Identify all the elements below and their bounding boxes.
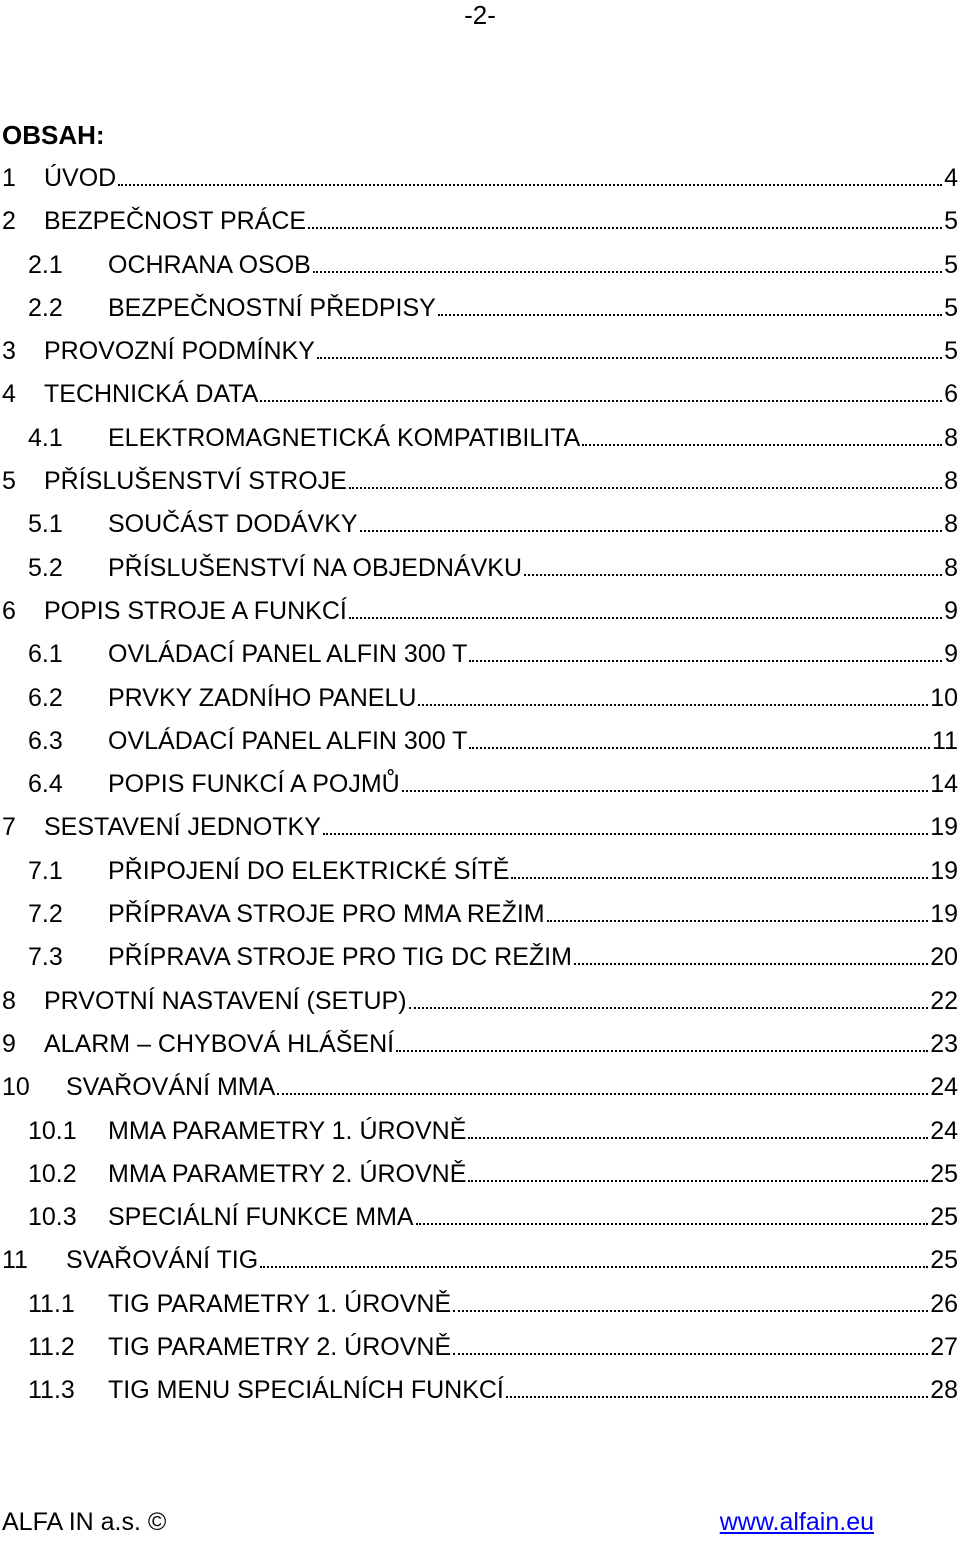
toc-entry-title: POPIS STROJE A FUNKCÍ [44, 596, 347, 625]
toc-dot-leader [349, 479, 942, 489]
toc-entry-page: 9 [944, 640, 958, 669]
toc-entry-title: PŘIPOJENÍ DO ELEKTRICKÉ SÍTĚ [108, 856, 510, 885]
toc-entry-title: SESTAVENÍ JEDNOTKY [44, 813, 321, 842]
toc-heading: OBSAH: [2, 120, 105, 150]
toc-entry-number: 10.3 [28, 1203, 77, 1232]
toc-entry-number: 1 [2, 164, 16, 192]
toc-dot-leader [547, 912, 929, 922]
toc-entry-title: MMA PARAMETRY 1. ÚROVNĚ [108, 1116, 467, 1145]
toc-entry-page: 8 [944, 510, 958, 539]
toc-dot-leader [260, 392, 942, 402]
toc-entry-page: 27 [930, 1333, 958, 1362]
toc-entry-title: TECHNICKÁ DATA [44, 380, 259, 409]
toc-entry[interactable] [2, 1153, 958, 1196]
toc-entry-number: 2.2 [28, 293, 63, 322]
toc-entry-title: SVAŘOVÁNÍ TIG [66, 1246, 259, 1275]
toc-entry-number: 11 [2, 1246, 28, 1275]
toc-entry-title: ÚVOD [44, 164, 117, 192]
toc-entry-title: PŘÍSLUŠENSTVÍ STROJE [44, 467, 347, 496]
toc-entry[interactable] [2, 1326, 958, 1369]
toc-entry-title: PŘÍPRAVA STROJE PRO TIG DC REŽIM [108, 943, 572, 972]
toc-entry-page: 26 [930, 1289, 958, 1318]
toc-entry-title: TIG PARAMETRY 2. ÚROVNĚ [108, 1333, 452, 1362]
toc-entry[interactable] [2, 1196, 958, 1239]
toc-entry[interactable] [2, 850, 958, 893]
toc-entry[interactable] [2, 1023, 958, 1066]
toc-entry-title: ELEKTROMAGNETICKÁ KOMPATIBILITA [108, 423, 581, 452]
toc-entry[interactable] [2, 590, 958, 633]
toc-entry[interactable] [2, 547, 958, 590]
toc-entry[interactable] [2, 1110, 958, 1153]
toc-entry[interactable] [2, 633, 958, 676]
toc-entry-title: SPECIÁLNÍ FUNKCE MMA [108, 1203, 414, 1232]
toc-entry-page: 19 [930, 856, 958, 885]
toc-dot-leader [416, 1215, 929, 1225]
toc-entry-number: 10.1 [28, 1116, 77, 1145]
toc-entry-page: 25 [930, 1203, 958, 1232]
toc-entry-page: 6 [944, 380, 958, 409]
toc-entry-number: 11.2 [28, 1333, 75, 1362]
toc-dot-leader [453, 1302, 928, 1312]
toc-entry-page: 8 [944, 467, 958, 496]
toc-entry-title: OVLÁDACÍ PANEL ALFIN 300 T [108, 640, 468, 669]
toc-dot-leader [396, 1042, 928, 1052]
toc-entry-page: 4 [944, 164, 958, 192]
toc-entry-title: SOUČÁST DODÁVKY [108, 510, 358, 539]
toc-entry[interactable] [2, 417, 958, 460]
toc-entry-page: 10 [930, 683, 958, 712]
toc-entry-title: PRVKY ZADNÍHO PANELU [108, 683, 417, 712]
toc-dot-leader [277, 1085, 928, 1095]
page-number: -2- [464, 0, 496, 30]
toc-entry-number: 10 [2, 1073, 30, 1102]
toc-entry-title: TIG PARAMETRY 1. ÚROVNĚ [108, 1289, 452, 1318]
toc-entry[interactable] [2, 287, 958, 330]
toc-entry-title: PŘÍPRAVA STROJE PRO MMA REŽIM [108, 900, 545, 929]
toc-entry-title: BEZPEČNOST PRÁCE [44, 207, 307, 236]
toc-entry-page: 11 [932, 726, 958, 755]
toc-dot-leader [323, 825, 928, 835]
toc-entry-page: 5 [944, 293, 958, 322]
toc-entry-title: ALARM – CHYBOVÁ HLÁŠENÍ [44, 1029, 395, 1058]
toc-dot-leader [469, 652, 942, 662]
toc-dot-leader [506, 1388, 928, 1398]
toc-entry-page: 9 [944, 596, 958, 625]
toc-entry[interactable] [2, 330, 958, 373]
toc-entry-number: 6.4 [28, 770, 63, 799]
toc-dot-leader [418, 696, 928, 706]
toc-dot-leader [453, 1345, 928, 1355]
toc-entry[interactable] [2, 893, 958, 936]
toc-entry-number: 8 [2, 986, 16, 1015]
toc-dot-leader [468, 1129, 928, 1139]
toc-dot-leader [118, 176, 942, 186]
toc-entry-title: PRVOTNÍ NASTAVENÍ (SETUP) [44, 986, 407, 1015]
toc-entry-page: 25 [930, 1159, 958, 1188]
toc-entry-page: 24 [930, 1073, 958, 1102]
toc-entry[interactable] [2, 677, 958, 720]
toc-entry-page: 5 [944, 337, 958, 366]
toc-entry-title: POPIS FUNKCÍ A POJMŮ [108, 770, 400, 799]
toc-dot-leader [582, 436, 942, 446]
toc-entry-title: PROVOZNÍ PODMÍNKY [44, 337, 315, 366]
toc-dot-leader [313, 263, 942, 273]
toc-dot-leader [574, 955, 928, 965]
toc-entry-page: 19 [930, 813, 958, 842]
toc-dot-leader [468, 1172, 928, 1182]
toc-entry-number: 2 [2, 207, 16, 236]
toc-entry-number: 7.2 [28, 900, 63, 929]
toc-entry-page: 5 [944, 207, 958, 236]
toc-entry[interactable] [2, 806, 958, 849]
toc-entry[interactable] [2, 244, 958, 287]
toc-entry-page: 5 [944, 250, 958, 279]
toc-entry-number: 4.1 [28, 423, 63, 452]
toc-entry-number: 4 [2, 380, 16, 409]
toc-entry[interactable] [2, 373, 958, 416]
toc-entry-page: 25 [930, 1246, 958, 1275]
toc-dot-leader [260, 1258, 928, 1268]
toc-entry-number: 2.1 [28, 250, 63, 279]
toc-entry[interactable] [2, 200, 958, 243]
toc-entry[interactable] [2, 1369, 958, 1412]
toc-entry-number: 7 [2, 813, 16, 842]
toc-entry-page: 24 [930, 1116, 958, 1145]
toc-dot-leader [317, 349, 942, 359]
toc-entry-number: 9 [2, 1029, 16, 1058]
toc-entry[interactable] [2, 980, 958, 1023]
toc-entry[interactable] [2, 503, 958, 546]
toc-entry-title: OVLÁDACÍ PANEL ALFIN 300 T [108, 726, 468, 755]
toc-entry-number: 11.1 [28, 1289, 75, 1318]
toc-entry-page: 20 [930, 943, 958, 972]
toc-entry[interactable] [2, 460, 958, 503]
toc-entry-number: 7.1 [28, 856, 63, 885]
toc-entry-title: PŘÍSLUŠENSTVÍ NA OBJEDNÁVKU [108, 553, 523, 582]
toc-entry[interactable] [2, 720, 958, 763]
toc-entry-page: 8 [944, 423, 958, 452]
toc-entry-number: 5 [2, 467, 16, 496]
toc-entry[interactable] [2, 1239, 958, 1282]
toc-entry-title: MMA PARAMETRY 2. ÚROVNĚ [108, 1159, 467, 1188]
toc-dot-leader [469, 739, 930, 749]
toc-entry-page: 28 [930, 1376, 958, 1405]
toc-entry-title: OCHRANA OSOB [108, 250, 311, 279]
toc-entry-number: 6 [2, 596, 16, 625]
toc-dot-leader [511, 869, 928, 879]
table-of-contents [2, 157, 958, 1413]
toc-entry-number: 6.1 [28, 640, 63, 669]
toc-entry[interactable] [2, 1066, 958, 1109]
toc-entry-page: 14 [930, 770, 958, 799]
toc-dot-leader [308, 219, 942, 229]
toc-entry-page: 19 [930, 900, 958, 929]
toc-dot-leader [438, 306, 942, 316]
toc-dot-leader [402, 782, 928, 792]
toc-entry-number: 6.3 [28, 726, 63, 755]
toc-dot-leader [524, 566, 942, 576]
toc-entry[interactable] [2, 763, 958, 806]
toc-entry-title: TIG MENU SPECIÁLNÍCH FUNKCÍ [108, 1376, 504, 1405]
toc-entry-title: BEZPEČNOSTNÍ PŘEDPISY [108, 293, 436, 322]
toc-entry-page: 8 [944, 553, 958, 582]
toc-entry-number: 11.3 [28, 1376, 75, 1405]
toc-entry-page: 23 [930, 1029, 958, 1058]
toc-dot-leader [409, 999, 929, 1009]
footer-company: ALFA IN a.s. © [2, 1508, 167, 1536]
toc-entry[interactable] [2, 936, 958, 979]
toc-entry[interactable] [2, 1283, 958, 1326]
toc-entry-number: 5.2 [28, 553, 63, 582]
toc-entry-number: 10.2 [28, 1159, 77, 1188]
toc-entry[interactable] [2, 157, 958, 200]
toc-entry-title: SVAŘOVÁNÍ MMA [66, 1073, 276, 1102]
toc-entry-number: 5.1 [28, 510, 63, 539]
toc-entry-number: 6.2 [28, 683, 63, 712]
toc-entry-page: 22 [930, 986, 958, 1015]
toc-dot-leader [360, 522, 942, 532]
toc-dot-leader [349, 609, 942, 619]
toc-entry-number: 7.3 [28, 943, 63, 972]
toc-entry-number: 3 [2, 337, 16, 366]
footer-website-link[interactable]: www.alfain.eu [719, 1508, 874, 1536]
